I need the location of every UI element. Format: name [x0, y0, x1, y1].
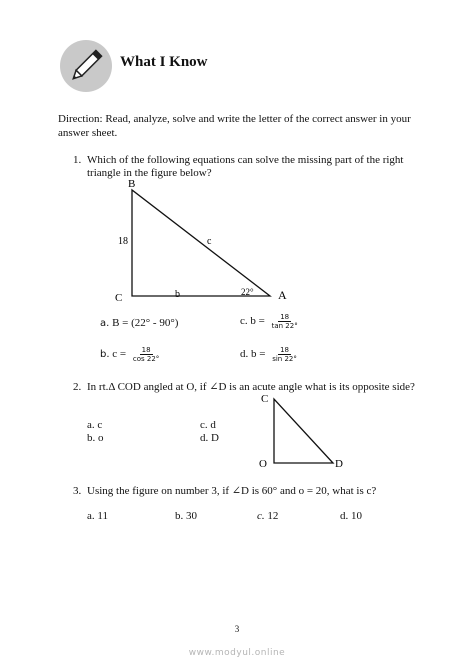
q1-option-b-numerator: 18: [141, 346, 151, 354]
q1-option-d-lhs: b =: [251, 348, 266, 361]
q2-option-c: c. d: [200, 419, 216, 431]
q2-triangle-figure: [255, 390, 355, 472]
q1-option-b: [100, 346, 161, 363]
q1-option-b-denominator: cos 22°: [132, 355, 160, 363]
direction-line-1: Direction: Read, analyze, solve and write the letter of the correct answer in your: [58, 113, 411, 125]
pencil-icon: [60, 40, 112, 92]
q1-text-line-2: triangle in the figure below?: [87, 167, 212, 179]
q1-side-bc-label: 18: [118, 236, 128, 247]
q1-option-c-numerator: 18: [280, 313, 290, 321]
q1-option-c-denominator: tan 22°: [271, 322, 298, 330]
q2-option-a: a. c: [87, 419, 103, 431]
q1-triangle-figure: [110, 176, 300, 304]
q1-option-d-numerator: 18: [280, 346, 290, 354]
q1-option-a: [100, 317, 178, 329]
q1-vertex-b: B: [128, 178, 136, 190]
q2-vertex-o: O: [259, 458, 267, 470]
q1-option-d-fraction: [270, 346, 299, 363]
q3-option-c-value: 12: [267, 510, 279, 522]
q1-option-a-text: B = (22° - 90°): [112, 317, 179, 329]
q2-option-d: d. D: [200, 432, 219, 444]
q1-text-line-1: Which of the following equations can solve the missing part of the right: [87, 154, 404, 166]
q1-option-c: [240, 313, 300, 330]
direction-line-2: answer sheet.: [58, 127, 118, 139]
q1-option-b-lhs: c =: [112, 348, 127, 361]
page-number: 3: [234, 624, 240, 634]
q1-option-d-letter: d.: [240, 348, 249, 361]
q3-option-d: d. 10: [340, 510, 362, 522]
q1-vertex-c: C: [115, 292, 123, 304]
q1-vertex-a: A: [278, 288, 287, 302]
q2-triangle: [274, 399, 333, 463]
q3-text: Using the figure on number 3, if ∠D is 60° and o = 20, what is c?: [87, 485, 377, 497]
q1-option-a-letter: a.: [100, 318, 110, 329]
q2-vertex-c: C: [261, 393, 269, 405]
q2-number: 2.: [73, 381, 82, 393]
header-icon-circle: [60, 40, 112, 92]
q1-number: 1.: [73, 154, 82, 166]
q1-option-c-fraction: [270, 313, 300, 330]
q1-angle-label: 22°: [241, 287, 254, 297]
q3-option-c-letter: c.: [257, 510, 265, 522]
q3-option-c: [257, 510, 278, 522]
watermark: www.modyul.online: [188, 648, 286, 658]
q1-option-c-letter: c.: [240, 315, 248, 328]
q3-option-a: a. 11: [87, 510, 108, 522]
q2-vertex-d: D: [335, 458, 343, 470]
q1-side-ca-label: b: [175, 289, 180, 300]
q1-side-ba-label: c: [207, 236, 212, 247]
q1-option-c-lhs: b =: [250, 315, 265, 328]
q2-text: In rt.Δ COD angled at O, if ∠D is an acute angle what is its opposite side?: [87, 381, 415, 393]
q3-number: 3.: [73, 485, 82, 497]
q3-option-b: b. 30: [175, 510, 197, 522]
page-title: What I Know: [120, 54, 208, 70]
q1-option-b-letter: b.: [100, 349, 110, 361]
q1-triangle: [132, 190, 270, 296]
q1-option-b-fraction: [131, 346, 161, 363]
q1-option-d: [240, 346, 299, 363]
q2-option-b: b. o: [87, 432, 104, 444]
q1-option-d-denominator: sin 22°: [272, 355, 297, 363]
